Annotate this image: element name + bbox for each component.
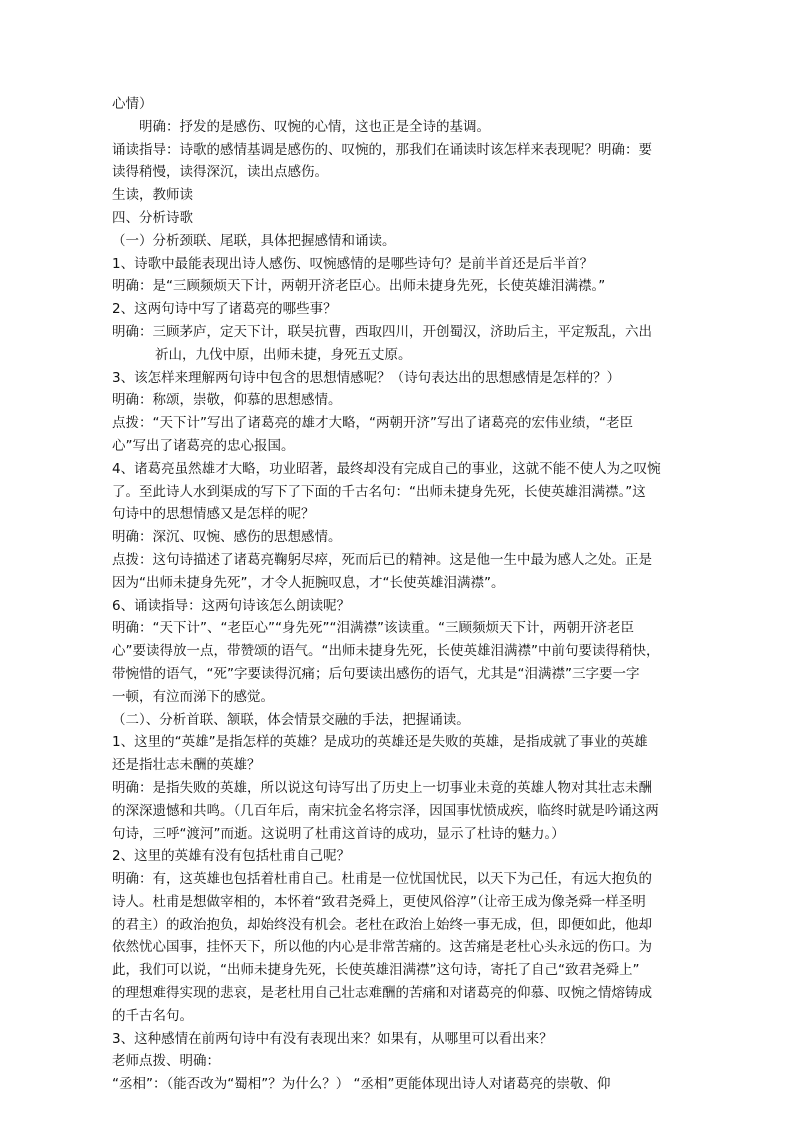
text-line: 的千古名句。 xyxy=(112,1007,193,1024)
text-line: 读得稍慢，读得深沉，读出点感伤。 xyxy=(112,164,328,181)
document-body xyxy=(112,93,684,1096)
text-line: 明确：“天下计”、“老臣心”“身先死”“泪满襟”该读重。“三顾频烦天下计，两朝开济老臣 xyxy=(112,620,634,637)
text-line: 祈山，九伐中原，出师未捷，身死五丈原。 xyxy=(155,346,412,363)
text-line: 点拨：“天下计”写出了诸葛亮的雄才大略，“两朝开济”写出了诸葛亮的宏伟业绩，“老臣 xyxy=(112,415,633,432)
text-line: 四、分析诗歌 xyxy=(112,209,193,226)
text-line: 6、诵读指导：这两句诗该怎么朗读呢？ xyxy=(112,597,351,614)
text-line: 4、诸葛亮虽然雄才大略，功业昭著，最终却没有完成自己的事业，这就不能不使人为之叹惋 xyxy=(112,460,661,477)
text-line: 还是指壮志未酬的英雄？ xyxy=(112,757,261,774)
text-line: 明确：深沉、叹惋、感伤的思想感情。 xyxy=(112,529,342,546)
text-line: 此，我们可以说，“出师未捷身先死，长使英雄泪满襟”这句诗，寄托了自己“致君尧舜上” xyxy=(112,962,640,979)
text-line: 2、这两句诗中写了诸葛亮的哪些事？ xyxy=(112,301,337,318)
text-line: 3、这种感情在前两句诗中有没有表现出来？如果有，从哪里可以看出来？ xyxy=(112,1030,553,1047)
text-line: 3、该怎样来理解两句诗中包含的思想情感呢？（诗句表达出的思想感情是怎样的？） xyxy=(112,369,621,386)
text-line: （二）、分析首联、颔联，体会情景交融的手法，把握诵读。 xyxy=(112,711,470,728)
text-line: 句诗中的思想情感又是怎样的呢？ xyxy=(112,506,315,523)
text-line: 明确：有，这英雄也包括着杜甫自己。杜甫是一位忧国忧民，以天下为己任，有远大抱负的 xyxy=(112,871,652,888)
text-line: 因为“出师未捷身先死”，才令人扼腕叹息，才“长使英雄泪满襟”。 xyxy=(112,574,505,591)
text-line: 点拨：这句诗描述了诸葛亮鞠躬尽瘁，死而后已的精神。这是他一生中最为感人之处。正是 xyxy=(112,551,652,568)
text-line: “丞相”：（能否改为“蜀相”？为什么？） “丞相”更能体现出诗人对诸葛亮的崇敬、仰 xyxy=(112,1076,611,1093)
text-line: 1、这里的“英雄”是指怎样的英雄？是成功的英雄还是失败的英雄，是指成就了事业的英雄 xyxy=(112,734,648,751)
text-line: 心”写出了诸葛亮的忠心报国。 xyxy=(112,437,295,454)
text-line: 明确：是“三顾频烦天下计，两朝开济老臣心。出师未捷身先死，长使英雄泪满襟。” xyxy=(112,278,606,295)
text-line: 的理想难得实现的悲哀，是老杜用自己壮志难酬的苦痛和对诸葛亮的仰慕、叹惋之情熔铸成 xyxy=(112,985,652,1002)
text-line: （一）分析颈联、尾联，具体把握感情和诵读。 xyxy=(112,232,396,249)
text-line: 心”要读得放一点，带赞颂的语气。“出师未捷身先死，长使英雄泪满襟”中前句要读得稍快， xyxy=(112,643,660,660)
text-line: 的君主）的政治抱负，却始终没有机会。老杜在政治上始终一事无成，但，即便如此，他却 xyxy=(112,916,652,933)
text-line: 1、诗歌中最能表现出诗人感伤、叹惋感情的是哪些诗句？是前半首还是后半首？ xyxy=(112,255,594,272)
text-line: 生读，教师读 xyxy=(112,187,193,204)
text-line: 诗人。杜甫是想做宰相的，本怀着“致君尧舜上，更使风俗淳”（让帝王成为像尧舜一样圣明 xyxy=(112,893,646,910)
text-line: 明确：抒发的是感伤、叹惋的心情，这也正是全诗的基调。 xyxy=(139,118,490,135)
text-line: 诵读指导：诗歌的感情基调是感伤的、叹惋的，那我们在诵读时该怎样来表现呢？明确：要 xyxy=(112,141,652,158)
text-line: 明确：是指失败的英雄，所以说这句诗写出了历史上一切事业未竟的英雄人物对其壮志未酬 xyxy=(112,779,652,796)
text-line: 心情） xyxy=(112,96,153,112)
text-line: 句诗，三呼“渡河”而逝。这说明了杜甫这首诗的成功，显示了杜诗的魅力。） xyxy=(112,825,565,842)
text-line: 明确：称颂，崇敬，仰慕的思想感情。 xyxy=(112,392,342,409)
text-line: 了。至此诗人水到渠成的写下了下面的千古名句：“出师未捷身先死，长使英雄泪满襟。”这 xyxy=(112,483,646,500)
text-line: 一顿，有泣而涕下的感觉。 xyxy=(112,688,274,705)
text-line: 的深深遗憾和共鸣。（几百年后，南宋抗金名将宗泽，因国事忧愤成疾，临终时就是吟诵这两 xyxy=(112,802,659,819)
text-line: 依然忧心国事，挂怀天下，所以他的内心是非常苦痛的。这苦痛是老杜心头永远的伤口。为 xyxy=(112,939,652,956)
text-line: 2、这里的英雄有没有包括杜甫自己呢？ xyxy=(112,848,351,865)
text-line: 带惋惜的语气，“死”字要读得沉痛；后句要读出感伤的语气，尤其是“泪满襟”三字要一字 xyxy=(112,665,640,682)
text-line: 明确：三顾茅庐，定天下计，联吴抗曹，西取四川，开创蜀汉，济助后主，平定叛乱，六出 xyxy=(112,323,652,340)
text-line: 老师点拨、明确： xyxy=(112,1053,220,1070)
